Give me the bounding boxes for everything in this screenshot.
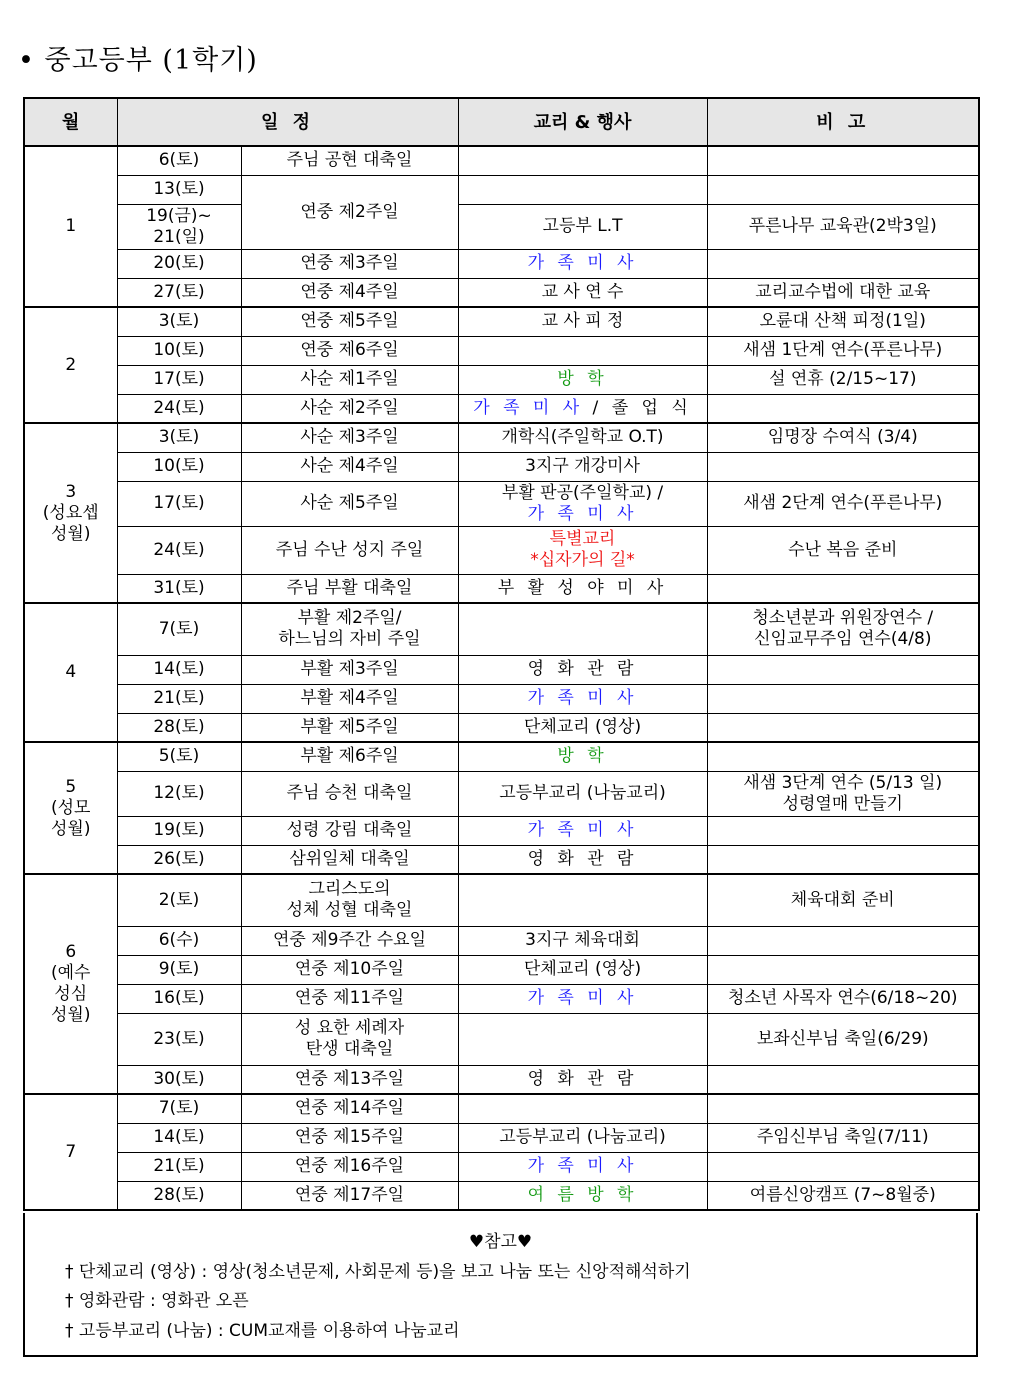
remark-cell: 보좌신부님 축일(6/29)	[707, 1013, 979, 1065]
date-cell: 21(토)	[117, 684, 241, 713]
date-cell: 2(토)	[117, 874, 241, 926]
schedule-cell: 주님 수난 성지 주일	[241, 526, 458, 574]
header-event: 교리 & 행사	[458, 98, 707, 146]
header-remark: 비 고	[707, 98, 979, 146]
date-cell: 24(토)	[117, 526, 241, 574]
remark-cell	[707, 249, 979, 278]
table-row	[24, 984, 979, 1013]
header-date: 일 정	[117, 98, 458, 146]
date-cell: 17(토)	[117, 365, 241, 394]
table-row	[24, 452, 979, 481]
date-cell: 7(토)	[117, 603, 241, 655]
schedule-cell: 연중 제15주일	[241, 1123, 458, 1152]
table-row	[24, 481, 979, 526]
schedule-cell: 사순 제2주일	[241, 394, 458, 423]
event-cell: 고등부교리 (나눔교리)	[458, 771, 707, 816]
date-cell: 7(토)	[117, 1094, 241, 1123]
table-row	[24, 1152, 979, 1181]
table-row	[24, 684, 979, 713]
notes-title: ♥참고♥	[468, 1232, 533, 1252]
date-cell: 23(토)	[117, 1013, 241, 1065]
event-cell: 교 사 연 수	[458, 278, 707, 307]
date-cell: 21(토)	[117, 1152, 241, 1181]
remark-cell	[707, 175, 979, 204]
date-cell: 26(토)	[117, 845, 241, 874]
event-cell	[458, 1094, 707, 1123]
schedule-cell: 부활 제6주일	[241, 742, 458, 771]
date-cell: 19(토)	[117, 816, 241, 845]
table-row	[24, 845, 979, 874]
event-cell: 여 름 방 학	[458, 1181, 707, 1210]
schedule-cell: 연중 제14주일	[241, 1094, 458, 1123]
table-row	[24, 574, 979, 603]
remark-cell	[707, 1094, 979, 1123]
schedule-cell: 성령 강림 대축일	[241, 816, 458, 845]
remark-cell: 주임신부님 축일(7/11)	[707, 1123, 979, 1152]
date-cell: 13(토)	[117, 175, 241, 204]
table-row	[24, 742, 979, 771]
table-row	[24, 146, 979, 175]
event-cell: 영 화 관 람	[458, 655, 707, 684]
table-row	[24, 204, 979, 249]
event-cell: 가 족 미 사 / 졸 업 식	[458, 394, 707, 423]
date-cell: 6(토)	[117, 146, 241, 175]
date-cell: 12(토)	[117, 771, 241, 816]
remark-cell	[707, 816, 979, 845]
month-cell: 3 (성요셉 성월)	[24, 423, 117, 603]
date-cell: 6(수)	[117, 926, 241, 955]
schedule-cell: 부활 제4주일	[241, 684, 458, 713]
remark-cell: 청소년분과 위원장연수 / 신임교무주임 연수(4/8)	[707, 603, 979, 655]
schedule-cell: 주님 공현 대축일	[241, 146, 458, 175]
date-cell: 20(토)	[117, 249, 241, 278]
table-row	[24, 394, 979, 423]
remark-cell: 체육대회 준비	[707, 874, 979, 926]
table-row	[24, 816, 979, 845]
event-cell: 3지구 체육대회	[458, 926, 707, 955]
remark-cell	[707, 655, 979, 684]
date-cell: 10(토)	[117, 452, 241, 481]
date-cell: 28(토)	[117, 1181, 241, 1210]
table-row	[24, 1181, 979, 1210]
schedule-cell: 연중 제6주일	[241, 336, 458, 365]
remark-cell	[707, 1152, 979, 1181]
table-row	[24, 603, 979, 655]
remark-cell	[707, 452, 979, 481]
remark-cell	[707, 845, 979, 874]
remark-cell	[707, 926, 979, 955]
table-row	[24, 1123, 979, 1152]
schedule-cell: 연중 제3주일	[241, 249, 458, 278]
date-cell: 3(토)	[117, 423, 241, 452]
note-line: † 고등부교리 (나눔) : CUM교재를 이용하여 나눔교리	[65, 1321, 460, 1341]
schedule-cell: 사순 제4주일	[241, 452, 458, 481]
table-row	[24, 175, 979, 204]
event-cell	[458, 603, 707, 655]
date-cell: 3(토)	[117, 307, 241, 336]
remark-cell	[707, 146, 979, 175]
header-row	[24, 98, 979, 146]
remark-cell: 오륜대 산책 피정(1일)	[707, 307, 979, 336]
schedule-cell: 연중 제4주일	[241, 278, 458, 307]
remark-cell: 설 연휴 (2/15~17)	[707, 365, 979, 394]
header-month: 월	[24, 98, 117, 146]
schedule-cell: 연중 제5주일	[241, 307, 458, 336]
table-row	[24, 336, 979, 365]
table-row	[24, 307, 979, 336]
remark-cell: 새샘 1단계 연수(푸른나무)	[707, 336, 979, 365]
event-cell: 영 화 관 람	[458, 1065, 707, 1094]
date-cell: 31(토)	[117, 574, 241, 603]
table-row	[24, 365, 979, 394]
event-cell: 고등부 L.T	[458, 204, 707, 249]
event-cell: 부활 판공(주일학교) / 가 족 미 사	[458, 481, 707, 526]
date-cell: 28(토)	[117, 713, 241, 742]
date-cell: 30(토)	[117, 1065, 241, 1094]
table-row	[24, 874, 979, 926]
remark-cell: 수난 복음 준비	[707, 526, 979, 574]
remark-cell	[707, 742, 979, 771]
schedule-cell: 연중 제11주일	[241, 984, 458, 1013]
remark-cell: 여름신앙캠프 (7~8월중)	[707, 1181, 979, 1210]
event-cell: 방 학	[458, 742, 707, 771]
table-row	[24, 423, 979, 452]
event-cell: 부 활 성 야 미 사	[458, 574, 707, 603]
remark-cell: 교리교수법에 대한 교육	[707, 278, 979, 307]
event-cell: 가 족 미 사	[458, 684, 707, 713]
page-title: • 중고등부 (1학기)	[18, 45, 258, 76]
date-cell: 14(토)	[117, 1123, 241, 1152]
schedule-cell: 연중 제2주일	[241, 175, 458, 249]
event-cell: 단체교리 (영상)	[458, 955, 707, 984]
schedule-table	[23, 97, 980, 1211]
event-cell: 가 족 미 사	[458, 1152, 707, 1181]
remark-cell	[707, 955, 979, 984]
table-row	[24, 278, 979, 307]
remark-cell	[707, 684, 979, 713]
remark-cell: 청소년 사목자 연수(6/18~20)	[707, 984, 979, 1013]
schedule-cell: 부활 제5주일	[241, 713, 458, 742]
event-cell: 가 족 미 사	[458, 249, 707, 278]
event-cell: 영 화 관 람	[458, 845, 707, 874]
remark-cell: 새샘 3단계 연수 (5/13 일) 성령열매 만들기	[707, 771, 979, 816]
month-cell: 6 (예수 성심 성월)	[24, 874, 117, 1094]
schedule-cell: 부활 제2주일/ 하느님의 자비 주일	[241, 603, 458, 655]
date-cell: 19(금)~ 21(일)	[117, 204, 241, 249]
remark-cell: 임명장 수여식 (3/4)	[707, 423, 979, 452]
note-line: † 영화관람 : 영화관 오픈	[65, 1291, 249, 1311]
table-row	[24, 1065, 979, 1094]
month-cell: 1	[24, 146, 117, 307]
remark-cell	[707, 1065, 979, 1094]
table-row	[24, 713, 979, 742]
date-cell: 17(토)	[117, 481, 241, 526]
month-cell: 2	[24, 307, 117, 423]
schedule-cell: 그리스도의 성체 성혈 대축일	[241, 874, 458, 926]
date-cell: 9(토)	[117, 955, 241, 984]
event-cell	[458, 146, 707, 175]
schedule-cell: 성 요한 세례자 탄생 대축일	[241, 1013, 458, 1065]
event-cell: 가 족 미 사	[458, 816, 707, 845]
remark-cell	[707, 713, 979, 742]
schedule-cell: 사순 제5주일	[241, 481, 458, 526]
table-row	[24, 526, 979, 574]
notes-box	[23, 1213, 978, 1357]
remark-cell	[707, 574, 979, 603]
remark-cell: 새샘 2단계 연수(푸른나무)	[707, 481, 979, 526]
table-row	[24, 926, 979, 955]
month-cell: 7	[24, 1094, 117, 1210]
month-cell: 4	[24, 603, 117, 742]
schedule-cell: 부활 제3주일	[241, 655, 458, 684]
date-cell: 10(토)	[117, 336, 241, 365]
table-row	[24, 655, 979, 684]
date-cell: 14(토)	[117, 655, 241, 684]
event-cell	[458, 175, 707, 204]
note-line: † 단체교리 (영상) : 영상(청소년문제, 사회문제 등)을 보고 나눔 또는 신앙적해석하기	[65, 1262, 691, 1282]
remark-cell: 푸른나무 교육관(2박3일)	[707, 204, 979, 249]
date-cell: 16(토)	[117, 984, 241, 1013]
event-cell	[458, 1013, 707, 1065]
event-cell	[458, 336, 707, 365]
event-cell: 방 학	[458, 365, 707, 394]
schedule-cell: 사순 제1주일	[241, 365, 458, 394]
table-row	[24, 771, 979, 816]
event-cell: 단체교리 (영상)	[458, 713, 707, 742]
date-cell: 24(토)	[117, 394, 241, 423]
schedule-cell: 사순 제3주일	[241, 423, 458, 452]
table-row	[24, 1094, 979, 1123]
schedule-cell: 연중 제16주일	[241, 1152, 458, 1181]
event-cell	[458, 874, 707, 926]
schedule-cell: 연중 제13주일	[241, 1065, 458, 1094]
remark-cell	[707, 394, 979, 423]
event-cell: 개학식(주일학교 O.T)	[458, 423, 707, 452]
event-cell: 3지구 개강미사	[458, 452, 707, 481]
date-cell: 27(토)	[117, 278, 241, 307]
event-cell: 특별교리 *십자가의 길*	[458, 526, 707, 574]
event-cell: 고등부교리 (나눔교리)	[458, 1123, 707, 1152]
schedule-cell: 연중 제9주간 수요일	[241, 926, 458, 955]
table-row	[24, 1013, 979, 1065]
table-row	[24, 249, 979, 278]
schedule-cell: 삼위일체 대축일	[241, 845, 458, 874]
table-row	[24, 955, 979, 984]
schedule-cell: 주님 부활 대축일	[241, 574, 458, 603]
schedule-cell: 연중 제17주일	[241, 1181, 458, 1210]
event-cell: 교 사 피 정	[458, 307, 707, 336]
schedule-cell: 주님 승천 대축일	[241, 771, 458, 816]
month-cell: 5 (성모 성월)	[24, 742, 117, 874]
event-cell: 가 족 미 사	[458, 984, 707, 1013]
schedule-cell: 연중 제10주일	[241, 955, 458, 984]
date-cell: 5(토)	[117, 742, 241, 771]
